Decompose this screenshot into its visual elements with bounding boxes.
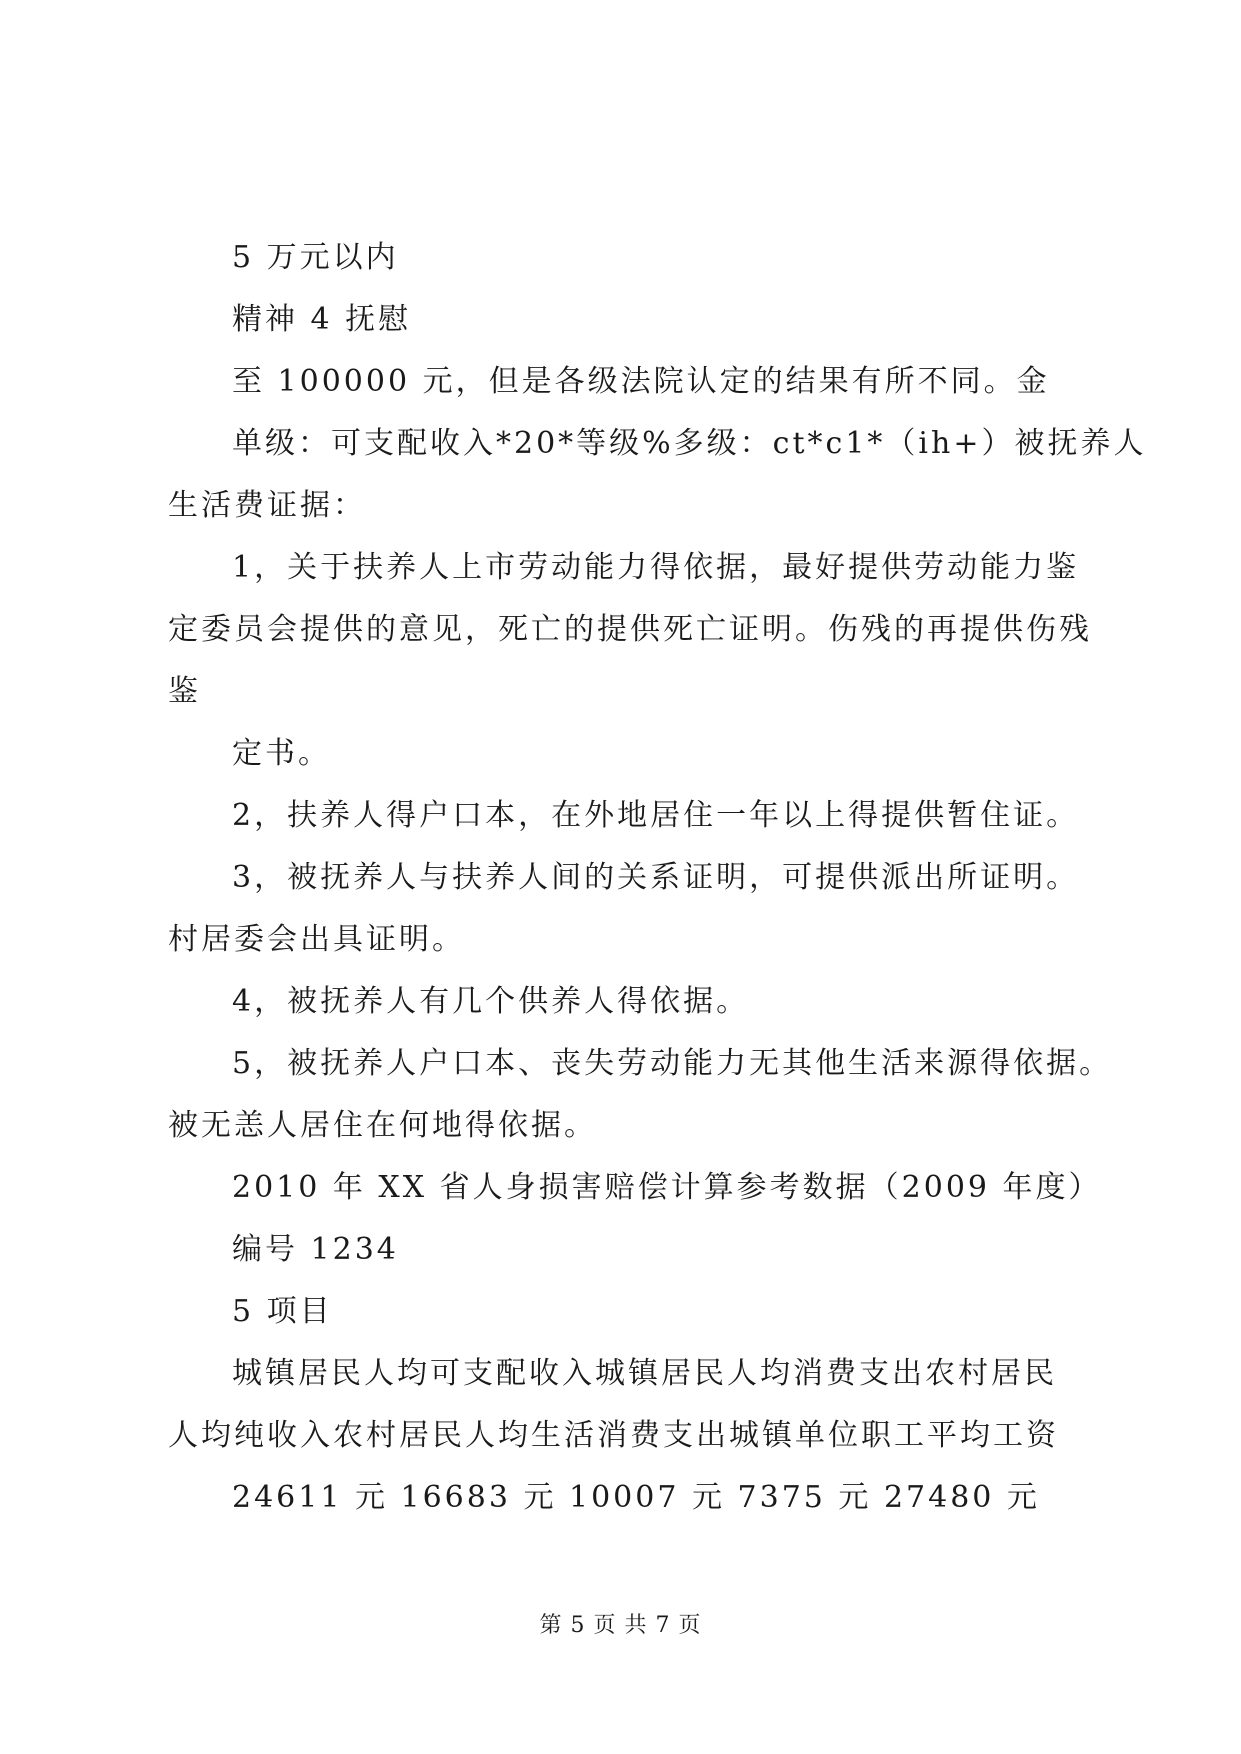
text-line-6: 1，关于扶养人上市劳动能力得依据，最好提供劳动能力鉴 <box>232 550 1080 585</box>
text-line-16: 2010 年 XX 省人身损害赔偿计算参考数据（2009 年度） <box>232 1170 1102 1205</box>
text-line-8: 鉴 <box>168 674 201 709</box>
text-line-10: 2，扶养人得户口本，在外地居住一年以上得提供暂住证。 <box>232 798 1080 833</box>
text-line-11: 3，被抚养人与扶养人间的关系证明，可提供派出所证明。 <box>232 860 1080 895</box>
text-line-4: 单级：可支配收入*20*等级%多级：ct*c1*（ih+）被抚养人 <box>232 426 1147 461</box>
text-line-12: 村居委会出具证明。 <box>168 922 465 957</box>
text-line-21: 24611 元 16683 元 10007 元 7375 元 27480 元 <box>232 1480 1040 1515</box>
text-line-17: 编号 1234 <box>232 1232 399 1267</box>
text-line-15: 被无恙人居住在何地得依据。 <box>168 1108 597 1143</box>
text-line-19: 城镇居民人均可支配收入城镇居民人均消费支出农村居民 <box>232 1356 1057 1391</box>
text-line-20: 人均纯收入农村居民人均生活消费支出城镇单位职工平均工资 <box>168 1418 1059 1453</box>
page-number-footer: 第 5 页 共 7 页 <box>539 1613 702 1638</box>
text-line-3: 至 100000 元，但是各级法院认定的结果有所不同。金 <box>232 364 1050 399</box>
text-line-18: 5 项目 <box>232 1294 333 1329</box>
text-line-1: 5 万元以内 <box>232 240 399 275</box>
text-line-5: 生活费证据： <box>168 488 366 523</box>
text-line-9: 定书。 <box>232 736 331 771</box>
text-line-2: 精神 4 抚慰 <box>232 302 412 337</box>
text-line-7: 定委员会提供的意见，死亡的提供死亡证明。伤残的再提供伤残 <box>168 612 1092 647</box>
text-line-13: 4，被抚养人有几个供养人得依据。 <box>232 984 750 1019</box>
text-line-14: 5，被抚养人户口本、丧失劳动能力无其他生活来源得依据。 <box>232 1046 1113 1081</box>
